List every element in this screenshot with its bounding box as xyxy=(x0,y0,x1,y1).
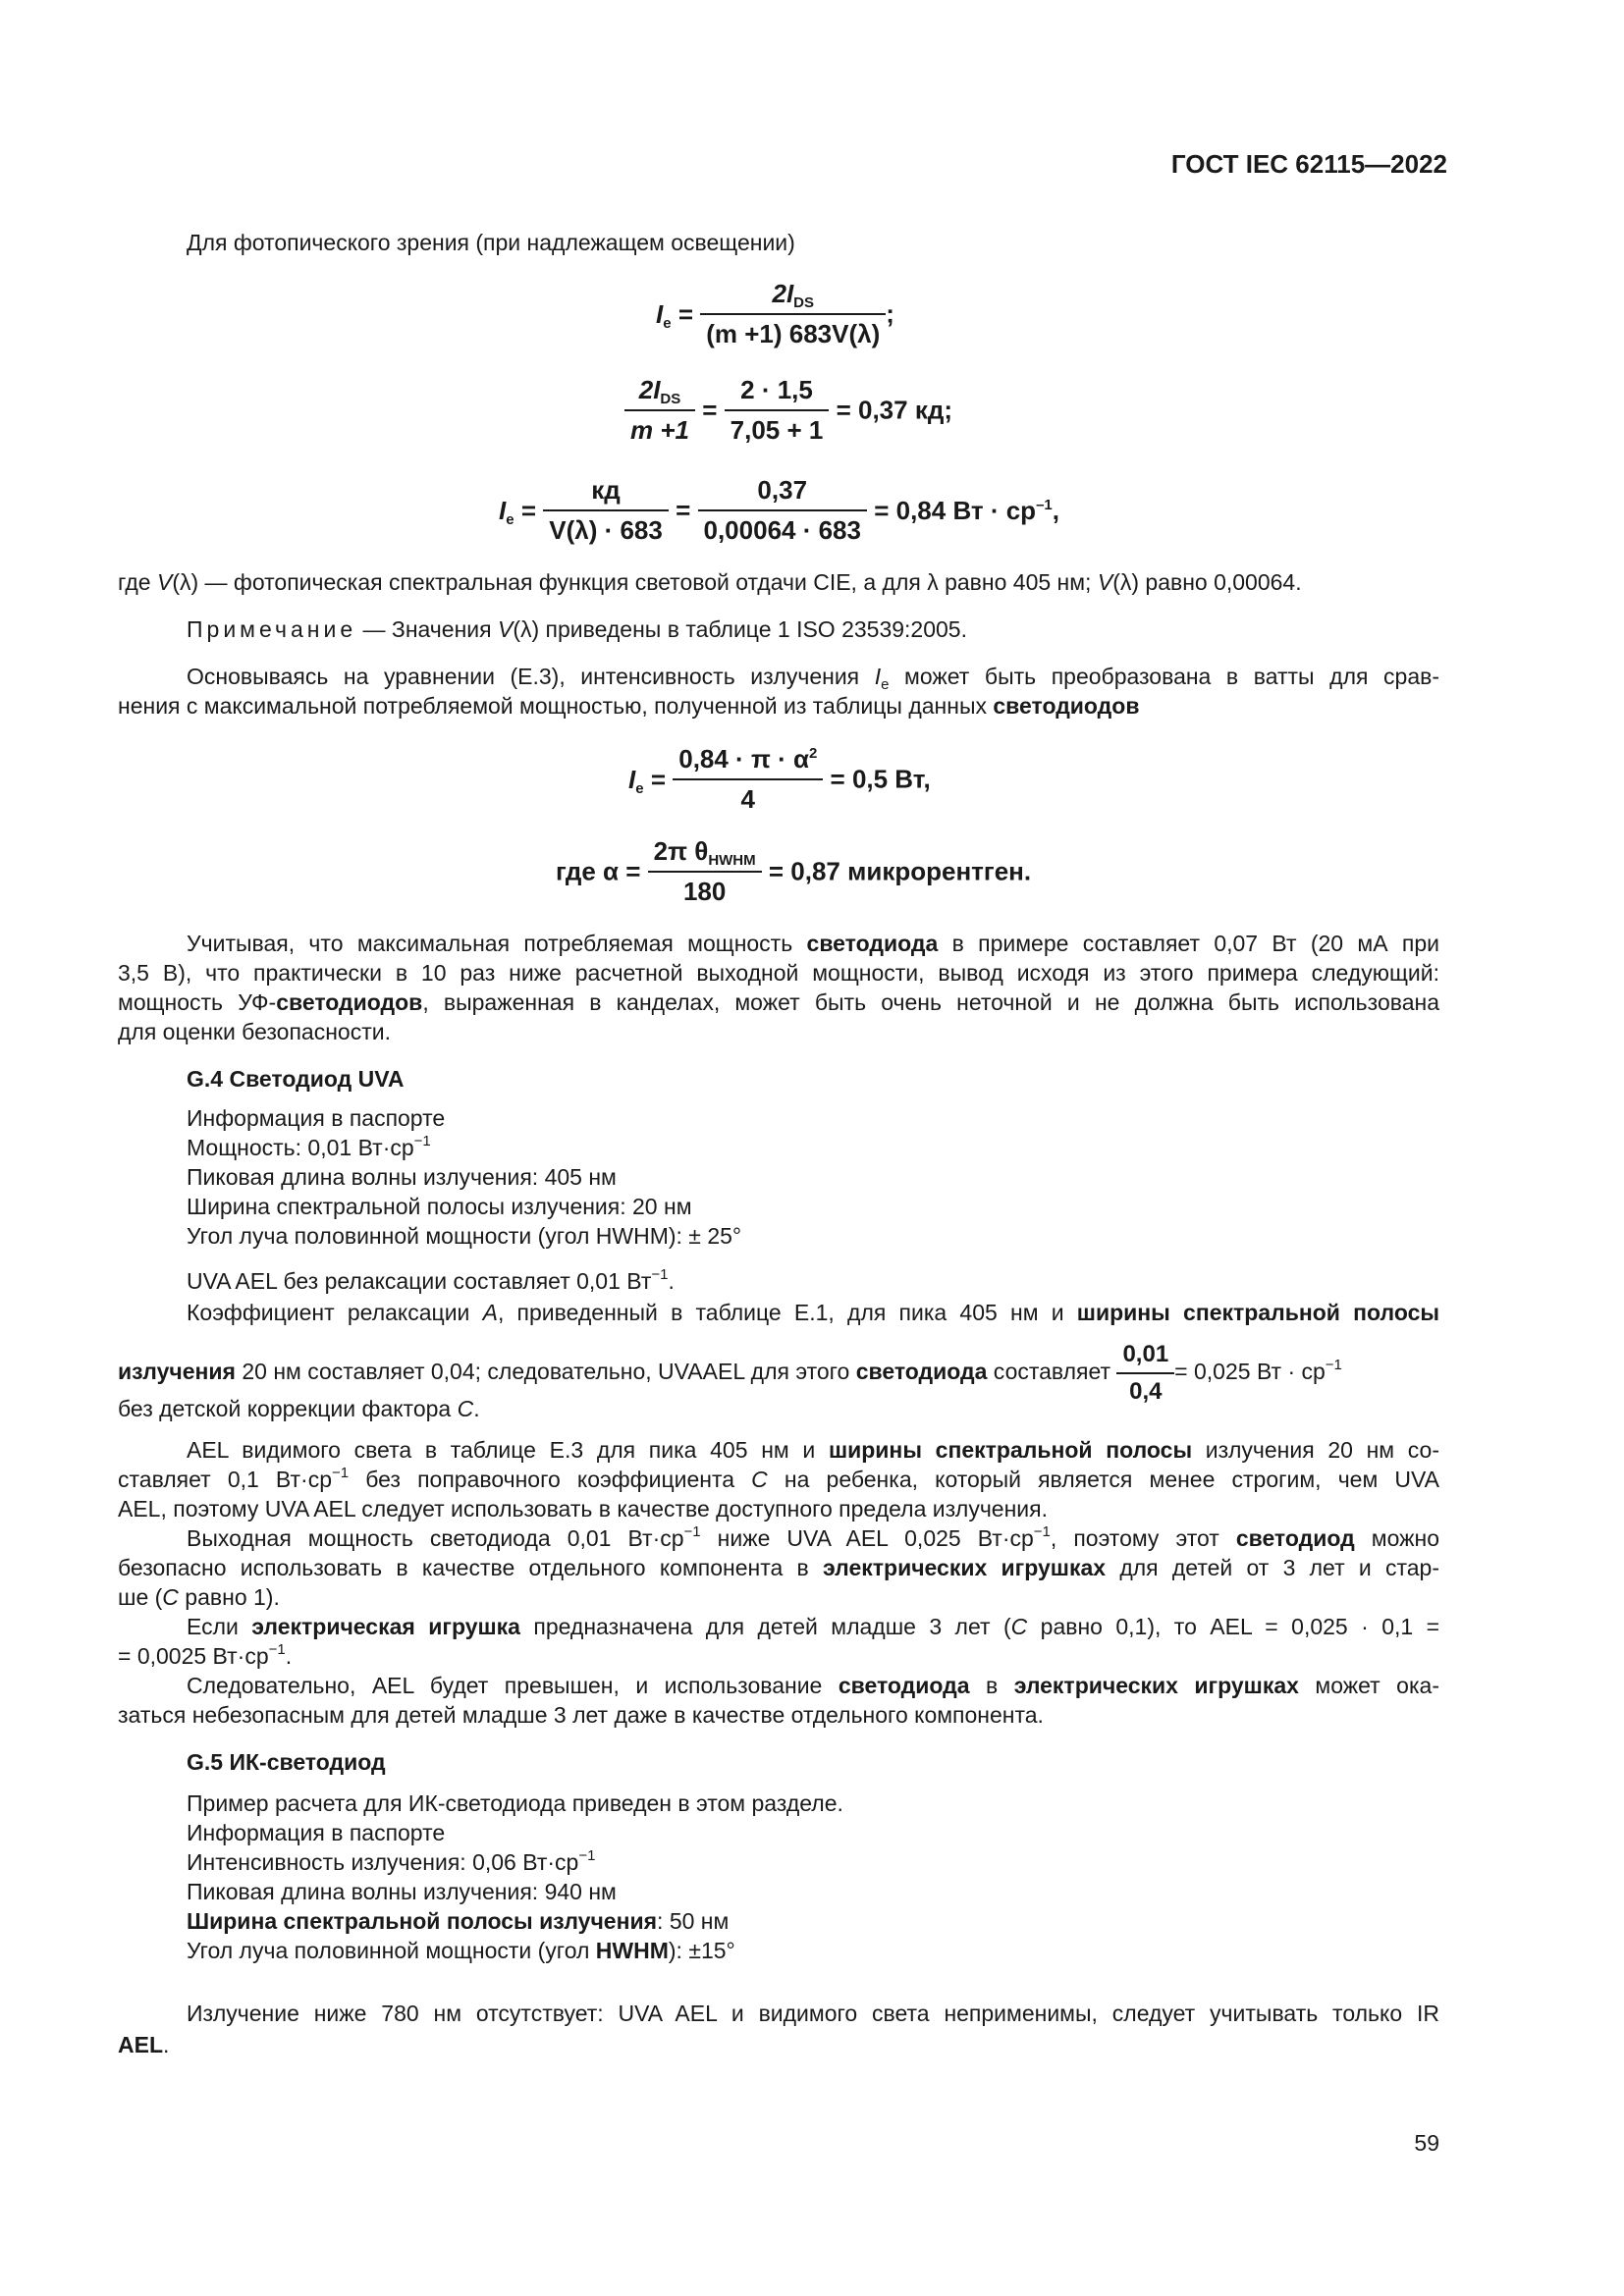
where-line: где V(λ) — фотопическая спектральная функция световой отдачи CIE, а для λ равно 405 нм; V(λ) равно 0,00064. xyxy=(118,569,1302,595)
section-heading-g4: G.4 Светодиод UVA xyxy=(187,1066,405,1092)
g4-fraction: $\frac{0,01}{0,4}$ xyxy=(1116,1341,1174,1406)
g4-if-line1: Если электрическая игрушка предназначена для детей младше 3 лет (C равно 0,1), то AEL = 0,025 · 0,1 = xyxy=(187,1614,1440,1639)
g4-item-power: Мощность: 0,01 $Вт\cdot ср^{-1}$ xyxy=(187,1133,431,1160)
section-heading-g5: G.5 ИК-светодиод xyxy=(187,1749,386,1775)
g4-uva-ael: UVA AEL без релаксации составляет 0,01 $Вт^{-1}$. xyxy=(187,1266,675,1294)
para-conclusion-line3: мощность УФ-светодиодов, выраженная в канделах, может быть очень неточной и не должна быть использована xyxy=(118,989,1439,1015)
g4-output-line2: безопасно использовать в качестве отдельного компонента в электрических игрушках для детей от 3 лет и стар- xyxy=(118,1555,1439,1580)
g4-output-line1: Выходная мощность светодиода 0,01 $Вт\cdot ср^{-1}$ ниже UVA AEL 0,025 $Вт\cdot ср^{-1}$, поэтому этот светодиод можно xyxy=(187,1523,1439,1551)
g4-item-peak: Пиковая длина волны излучения: 405 нм xyxy=(187,1164,617,1190)
g5-datasheet: Информация в паспорте xyxy=(187,1820,446,1845)
g4-if-line2: = 0,0025 $Вт\cdot ср^{-1}$. xyxy=(118,1641,293,1669)
para-conclusion-line4: для оценки безопасности. xyxy=(118,1019,391,1044)
document-id: ГОСТ IEC 62115—2022 xyxy=(1170,149,1447,179)
formula-ie-watts: $I_e$ = $\frac{0,84 \cdot \pi \cdot \alpha^2}{4}$ = 0,5 Вт, xyxy=(628,744,931,814)
g4-coef-line1: Коэффициент релаксации A, приведенный в таблице Е.1, для пика 405 нм и ширины спектральной полосы xyxy=(187,1300,1440,1325)
g4-item-angle: Угол луча половинной мощности (угол HWHM): ± 25° xyxy=(187,1223,742,1249)
formula-ie-photopic: $I_e$ = $\frac{2I_{DS}}{(m +1) 683V(\lambda)}$ ; xyxy=(656,279,894,348)
g4-coef-line3: без детской коррекции фактора C. xyxy=(118,1396,480,1421)
g4-coef-line2: излучения 20 нм составляет 0,04; следовательно, UVAAEL для этого светодиода составляет $\frac{0,01}{0,4}$ = 0,025 Вт · $ср^{-1}$ xyxy=(118,1341,1342,1405)
note: Примечание — Значения V(λ) приведены в таблице 1 ISO 23539:2005. xyxy=(187,616,967,642)
g4-item-bandwidth: Ширина спектральной полосы излучения: 20 нм xyxy=(187,1194,692,1219)
g5-bandwidth: Ширина спектральной полосы излучения: 50 нм xyxy=(187,1908,730,1934)
para-ie-convert-line2: нения с максимальной потребляемой мощностью, полученной из таблицы данных светодиодов xyxy=(118,693,1140,719)
para-ie-convert-line1: Основываясь на уравнении (Е.3), интенсивность излучения $I_e$ может быть преобразована в ватты для срав- xyxy=(187,664,1439,693)
g4-consequence-line1: Следовательно, AEL будет превышен, и использование светодиода в электрических игрушках может ока- xyxy=(187,1673,1439,1698)
para-conclusion-line2: 3,5 В), что практически в 10 раз ниже расчетной выходной мощности, вывод исходя из этого примера следующий: xyxy=(118,960,1439,986)
g5-peak: Пиковая длина волны излучения: 940 нм xyxy=(187,1879,617,1904)
g4-aelv-line3: AEL, поэтому UVA AEL следует использовать в качестве доступного предела излучения. xyxy=(118,1496,1048,1522)
para-conclusion-line1: Учитывая, что максимальная потребляемая мощность светодиода в примере составляет 0,07 Вт (20 мА при xyxy=(187,931,1440,956)
formula-2ids: $\frac{2I_{DS}}{m +1}$ = $\frac{2 \cdot 1,5}{7,05 + 1}$ = 0,37 кд; xyxy=(624,375,952,446)
photopic-intro: Для фотопического зрения (при надлежащем освещении) xyxy=(187,230,795,255)
g4-item-datasheet: Информация в паспорте xyxy=(187,1105,446,1131)
g5-radiation-line2: AEL. xyxy=(118,2032,170,2057)
g4-aelv-line1: AEL видимого света в таблице Е.3 для пика 405 нм и ширины спектральной полосы излучения 20 нм со- xyxy=(187,1437,1440,1463)
formula-ie-result: $I_e$ = $\frac{кд}{V(\lambda) \cdot 683}$ = $\frac{0,37}{0,00064 \cdot 683}$ = 0,84 Вт · $ср^{-1}$, xyxy=(499,475,1059,545)
g5-radiation-line1: Излучение ниже 780 нм отсутствует: UVA AEL и видимого света неприменимы, следует учитывать только IR xyxy=(187,2001,1439,2026)
g5-intensity: Интенсивность излучения: 0,06 $Вт\cdot ср^{-1}$ xyxy=(187,1847,596,1875)
g4-consequence-line2: заться небезопасным для детей младше 3 лет даже в качестве отдельного компонента. xyxy=(118,1702,1044,1728)
g4-output-line3: ше (C равно 1). xyxy=(118,1584,280,1610)
page-number: 59 xyxy=(1414,2130,1439,2156)
g5-angle: Угол луча половинной мощности (угол HWHM): ±15° xyxy=(187,1938,735,1963)
g5-example: Пример расчета для ИК-светодиода приведен в этом разделе. xyxy=(187,1790,843,1816)
formula-alpha: где α = $\frac{2\pi \theta_{HWHM}}{180}$ = 0,87 микрорентген. xyxy=(556,836,1032,906)
g4-aelv-line2: ставляет 0,1 $Вт\cdot ср^{-1}$ без поправочного коэффициента C на ребенка, который является менее строгим, чем UVA xyxy=(118,1465,1439,1492)
